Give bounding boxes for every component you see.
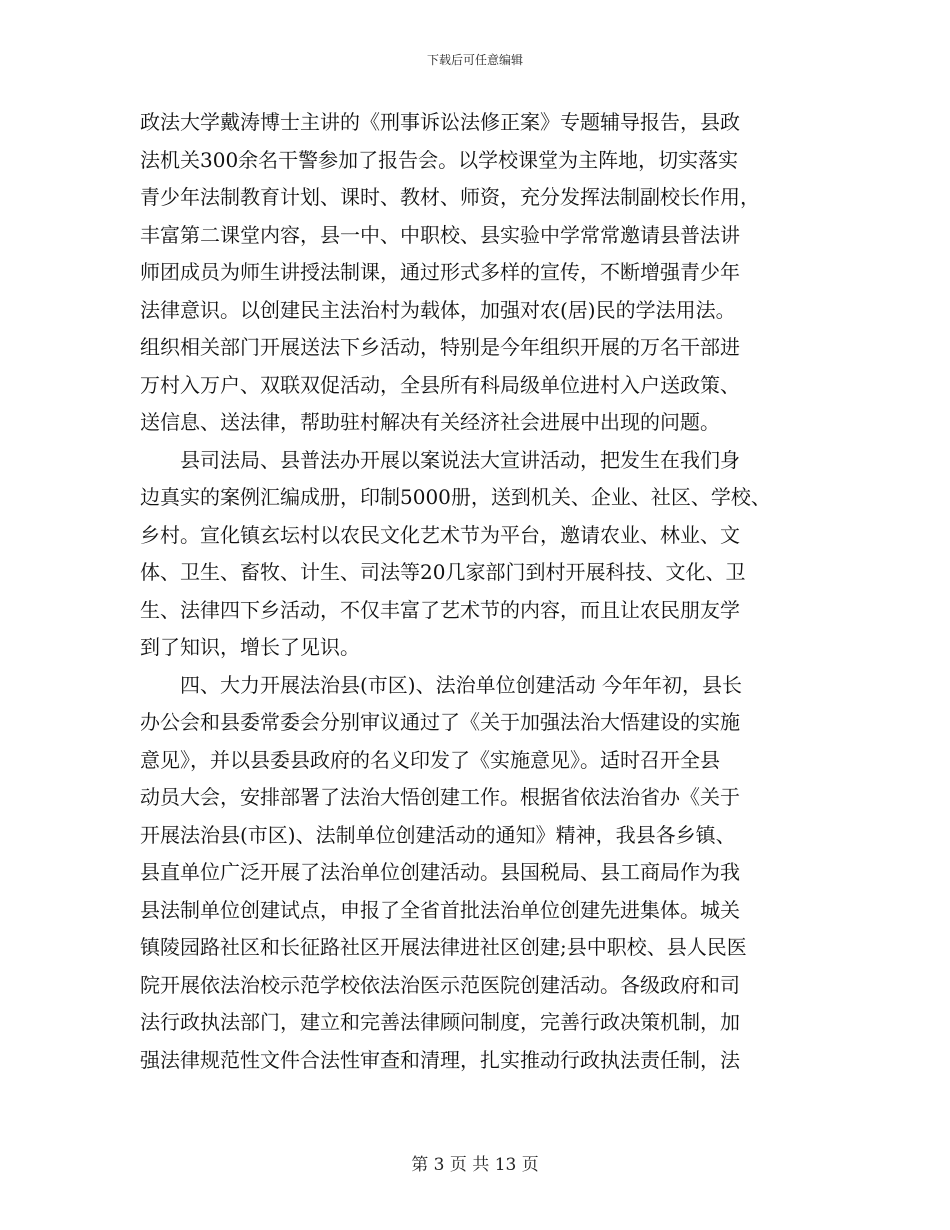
page-header: 下载后可任意编辑 [426, 53, 523, 67]
text-line: 法行政执法部门，建立和完善法律顾问制度，完善行政决策机制，加 [140, 1010, 740, 1034]
document-body [140, 104, 820, 1079]
text-line: 强法律规范性文件合法性审查和清理，扎实推动行政执法责任制，法 [140, 1047, 740, 1072]
text-line: 法机关300余名干警参加了报告会。以学校课堂为主阵地，切实落实 [140, 147, 739, 172]
text-line: 丰富第二课堂内容，县一中、中职校、县实验中学常常邀请县普法讲 [140, 222, 740, 247]
text-line: 四、大力开展法治县(市区)、法治单位创建活动 今年年初，县长 [140, 672, 742, 697]
text-line: 动员大会，安排部署了法治大悟创建工作。根据省依法治省办《关于 [140, 785, 740, 809]
text-line: 办公会和县委常委会分别审议通过了《关于加强法治大悟建设的实施 [140, 710, 740, 734]
text-line: 法律意识。以创建民主法治村为载体，加强对农(居)民的学法用法。 [140, 297, 736, 322]
text-line: 县司法局、县普法办开展以案说法大宣讲活动，把发生在我们身 [140, 447, 740, 472]
text-line: 送信息、送法律，帮助驻村解决有关经济社会进展中出现的问题。 [140, 410, 720, 434]
text-line: 体、卫生、畜牧、计生、司法等20几家部门到村开展科技、文化、卫 [140, 560, 746, 584]
text-line: 乡村。宣化镇玄坛村以农民文化艺术节为平台，邀请农业、林业、文 [140, 522, 740, 547]
text-line: 到了知识，增长了见识。 [140, 635, 360, 659]
text-line: 开展法治县(市区)、法制单位创建活动的通知》精神，我县各乡镇、 [140, 822, 736, 847]
text-line: 边真实的案例汇编成册，印制5000册，送到机关、企业、社区、学校、 [140, 485, 771, 509]
text-line: 意见》，并以县委县政府的名义印发了《实施意见》。适时召开全县 [140, 747, 720, 772]
text-line: 县法制单位创建试点，申报了全省首批法治单位创建先进集体。城关 [140, 897, 740, 922]
text-line: 万村入万户、双联双促活动，全县所有科局级单位进村入户送政策、 [140, 372, 740, 397]
text-line: 院开展依法治校示范学校依法治医示范医院创建活动。各级政府和司 [140, 972, 740, 997]
text-line: 镇陵园路社区和长征路社区开展法律进社区创建;县中职校、县人民医 [140, 935, 747, 959]
text-line: 生、法律四下乡活动，不仅丰富了艺术节的内容，而且让农民朋友学 [140, 597, 740, 622]
text-line: 青少年法制教育计划、课时、教材、师资，充分发挥法制副校长作用， [140, 185, 760, 209]
page-number: 第 3 页 共 13 页 [411, 1155, 539, 1175]
text-line: 师团成员为师生讲授法制课，通过形式多样的宣传，不断增强青少年 [140, 260, 740, 284]
text-line: 组织相关部门开展送法下乡活动，特别是今年组织开展的万名干部进 [140, 335, 740, 359]
text-line: 县直单位广泛开展了法治单位创建活动。县国税局、县工商局作为我 [140, 860, 740, 884]
text-line: 政法大学戴涛博士主讲的《刑事诉讼法修正案》专题辅导报告，县政 [140, 110, 740, 134]
